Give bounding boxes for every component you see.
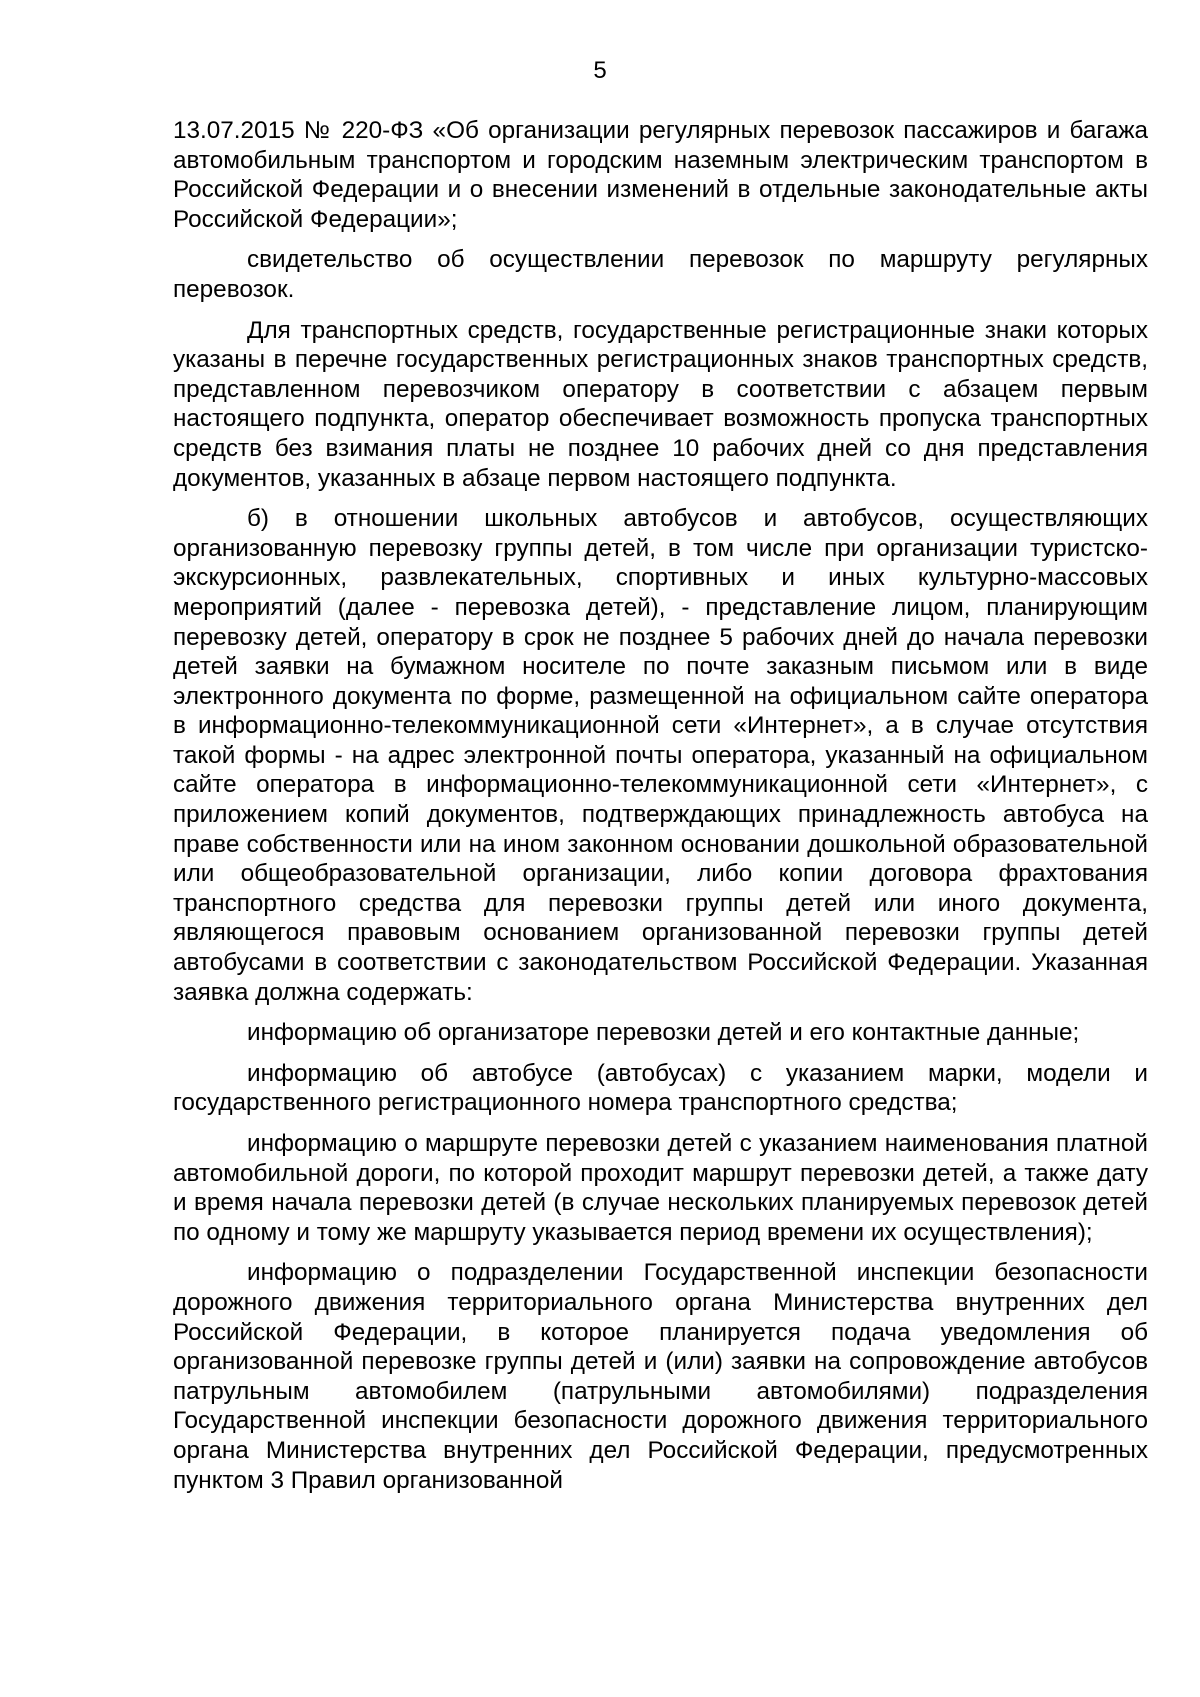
paragraph-bus-info: информацию об автобусе (автобусах) с указанием марки, модели и государственного регистрационного номера транспортного средства; xyxy=(173,1059,1148,1117)
paragraph-traffic-police-info: информацию о подразделении Государственной инспекции безопасности дорожного движения территориального органа Министерства внутренних дел Российской Федерации, в которое планируется подача уведомления об организованной перевозке группы детей и (или) заявки на сопровождение автобусов патрульным автомобилем (патрульными автомобилями) подразделения Государственной инспекции безопасности дорожного движения территориального органа Министерства внутренних дел Российской Федерации, предусмотренных пунктом 3 Правил организованной xyxy=(173,1259,1148,1494)
paragraph-continuation: 13.07.2015 № 220-ФЗ «Об организации регулярных перевозок пассажиров и багажа автомобильным транспортом и городским наземным электрическим транспортом в Российской Федерации и о внесении изменений в отдельные законодательные акты Российской Федерации»; xyxy=(173,117,1148,233)
paragraph-route-info: информацию о маршруте перевозки детей с указанием наименования платной автомобильной дороги, по которой проходит маршрут перевозки детей, а также дату и время начала перевозки детей (в случае нескольких планируемых перевозок детей по одному и тому же маршруту указывается период времени их осуществления); xyxy=(173,1130,1148,1246)
paragraph-registration-plates: Для транспортных средств, государственные регистрационные знаки которых указаны в перечне государственных регистрационных знаков транспортных средств, представленном перевозчиком оператору в соответствии с абзацем первым настоящего подпункта, оператор обеспечивает возможность пропуска транспортных средств без взимания платы не позднее 10 рабочих дней со дня представления документов, указанных в абзаце первом настоящего подпункта. xyxy=(173,316,1148,492)
document-body xyxy=(173,116,1148,1506)
paragraph-certificate: свидетельство об осуществлении перевозок по маршруту регулярных перевозок. xyxy=(173,246,1148,303)
paragraph-school-buses: б) в отношении школьных автобусов и автобусов, осуществляющих организованную перевозку группы детей, в том числе при организации туристско-экскурсионных, развлекательных, спортивных и иных культурно-массовых мероприятий (далее - перевозка детей), - представление лицом, планирующим перевозку детей, оператору в срок не позднее 5 рабочих дней до начала перевозки детей заявки на бумажном носителе по почте заказным письмом или в виде электронного документа по форме, размещенной на официальном сайте оператора в информационно-телекоммуникационной сети «Интернет», а в случае отсутствия такой формы - на адрес электронной почты оператора, указанный на официальном сайте оператора в информационно-телекоммуникационной сети «Интернет», с приложением копий документов, подтверждающих принадлежность автобуса на праве собственности или на ином законном основании дошкольной образовательной или общеобразовательной организации, либо копии договора фрахтования транспортного средства для перевозки группы детей или иного документа, являющегося правовым основанием организованной перевозки группы детей автобусами в соответствии с законодательством Российской Федерации. Указанная заявка должна содержать: xyxy=(173,505,1148,1006)
paragraph-organizer-info: информацию об организаторе перевозки детей и его контактные данные; xyxy=(247,1019,1080,1047)
page-number: 5 xyxy=(593,57,607,84)
